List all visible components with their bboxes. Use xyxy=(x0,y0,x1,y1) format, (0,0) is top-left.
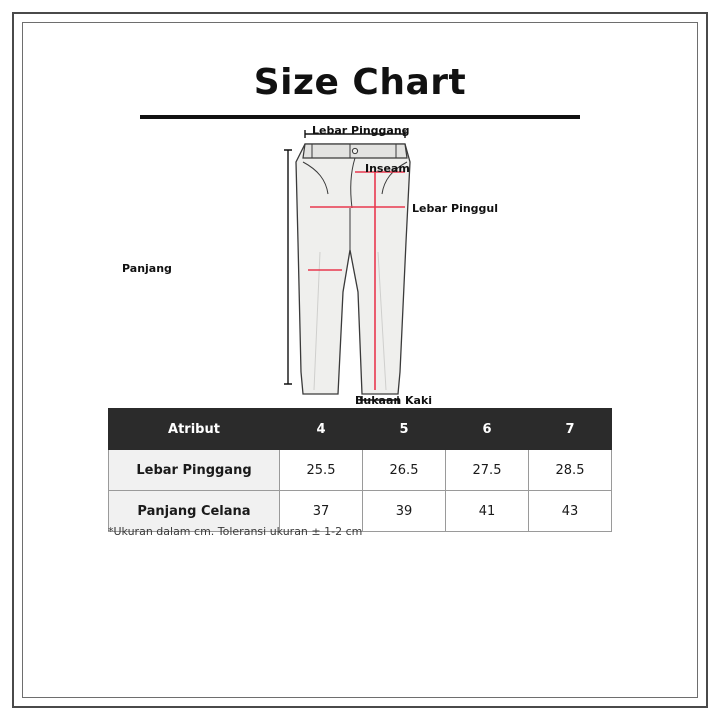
cell-length-5: 39 xyxy=(363,491,446,532)
pants-diagram xyxy=(122,122,520,412)
table-header-size-5: 5 xyxy=(363,409,446,450)
label-leg-opening: Bukaan Kaki xyxy=(355,394,433,407)
table-header-size-6: 6 xyxy=(446,409,529,450)
label-inseam: Inseam xyxy=(365,162,410,175)
cell-waist-4: 25.5 xyxy=(280,450,363,491)
size-table-container xyxy=(108,408,612,532)
cell-length-4: 37 xyxy=(280,491,363,532)
label-waist-width: Lebar Pinggang xyxy=(312,124,410,137)
cell-waist-6: 27.5 xyxy=(446,450,529,491)
table-header-row xyxy=(109,409,612,450)
label-hip-width: Lebar Pinggul xyxy=(412,202,499,215)
title-divider xyxy=(140,115,580,119)
table-header-size-7: 7 xyxy=(529,409,612,450)
pants-illustration-icon xyxy=(200,122,520,412)
table-head xyxy=(109,409,612,450)
cell-waist-5: 26.5 xyxy=(363,450,446,491)
table-header-attribute: Atribut xyxy=(109,409,280,450)
row-label-pants-length: Panjang Celana xyxy=(109,491,280,532)
table-row xyxy=(109,450,612,491)
cell-length-6: 41 xyxy=(446,491,529,532)
table-body xyxy=(109,450,612,532)
page-title: Size Chart xyxy=(253,62,467,103)
label-length: Panjang xyxy=(122,262,172,275)
size-table xyxy=(108,408,612,532)
measurement-note: *Ukuran dalam cm. Toleransi ukuran ± 1-2 cm xyxy=(108,525,363,538)
cell-length-7: 43 xyxy=(529,491,612,532)
table-header-size-4: 4 xyxy=(280,409,363,450)
row-label-waist-width: Lebar Pinggang xyxy=(109,450,280,491)
cell-waist-7: 28.5 xyxy=(529,450,612,491)
